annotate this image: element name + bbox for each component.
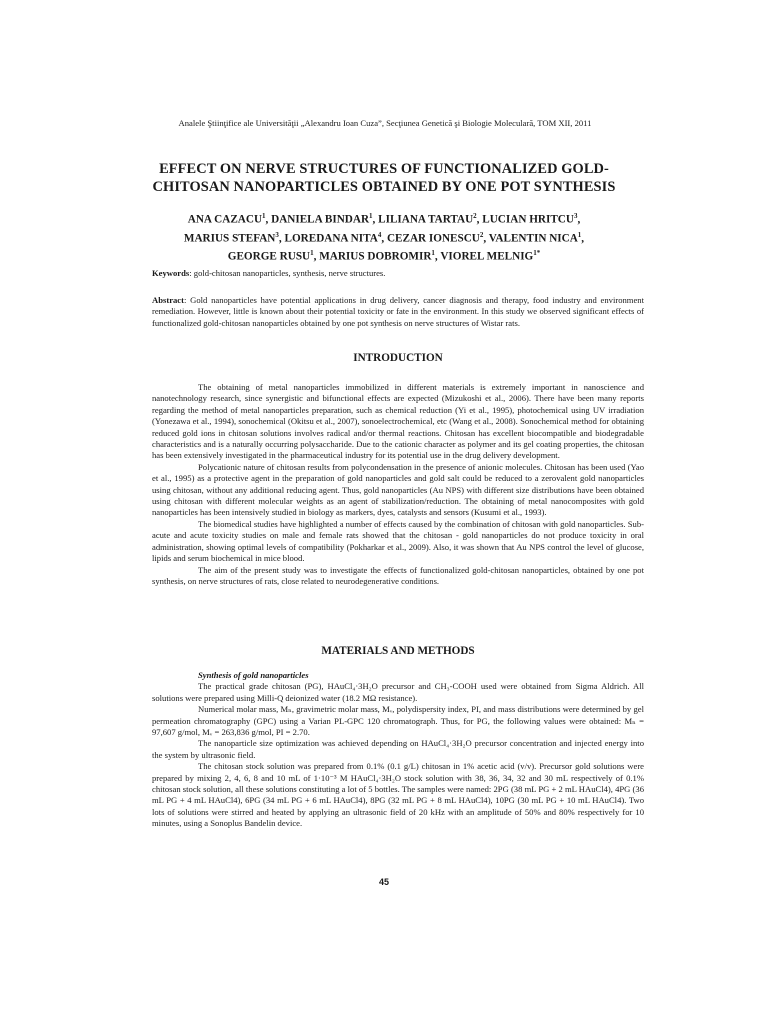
author-name: LILIANA TARTAU: [378, 213, 474, 226]
author-name: LOREDANA NITA: [284, 232, 378, 245]
author-list: [140, 209, 628, 265]
paragraph: Numerical molar mass, Mₙ, gravimetric molar mass, Mᵥ, polydispersity index, PI, and mass distributions were determined by gel permeation chromatography (GPC) using a Varian PL-GPC 120 chromatograph. Thus, for PG, the following values were obtained: Mₙ = 97,607 g/mol, Mᵥ = 263,836 g/mol, PI = 2.70.: [152, 704, 644, 738]
author-affiliation-mark: 2: [479, 230, 484, 239]
author-separator: ,: [476, 213, 483, 226]
keywords-text: : gold-chitosan nanoparticles, synthesis, nerve structures.: [189, 268, 386, 278]
introduction-body: [152, 382, 644, 587]
paragraph: The biomedical studies have highlighted a number of effects caused by the combination of chitosan with gold nanoparticles. Sub-acute and acute toxicity studies on male and female rats showed that the chitosan - gold nanoparticles do not produce toxicity in oral administration, showing optimal levels of compatibility (Pokharkar et al., 2009). Also, it was shown that Au NPS control the level of glucose, lipids and serum biochemical in mice blood.: [152, 518, 644, 564]
author-separator: ,: [434, 251, 441, 264]
paper-title: [120, 160, 648, 196]
paragraph: The chitosan stock solution was prepared from 0.1% (0.1 g/L) chitosan in 1% acetic acid (v/v). Precursor gold solutions were prepared by mixing 2, 4, 6, 8 and 10 mL of 1·10⁻³ M HAuCl₄·3H₂O stock solution with 38, 36, 34, 32 and 30 mL respectively of 0.1% chitosan stock solution, all these solutions constituting a lot of 5 bottles. The samples were named: 2PG (38 mL PG + 2 mL HAuCl4), 4PG (36 mL PG + 4 mL HAuCl4), 6PG (34 mL PG + 6 mL HAuCl4), 8PG (32 mL PG + 8 mL HAuCl4), 10PG (30 mL PG + 10 mL HAuCl4). Two lots of solutions were stirred and heated by applying an ultrasonic field of 20 kHz with an amplitude of 50% and 80% respectively for 10 minutes, using a Sonoplus Bandelin device.: [152, 761, 644, 829]
author-separator: ,: [313, 251, 320, 264]
abstract-text: : Gold nanoparticles have potential applications in drug delivery, cancer diagnosis and therapy, food industry and environment remediation. However, little is known about their potential toxicity or fate in the environment. In this study we observed significant effects of functionalized gold-chitosan nanoparticles obtained by one pot synthesis on nerve structures of Wistar rats.: [152, 295, 644, 328]
author-separator: ,: [372, 213, 379, 226]
author-affiliation-mark: 1: [369, 212, 373, 220]
author-name: MARIUS STEFAN: [183, 232, 276, 245]
author-affiliation-mark: 1: [262, 212, 266, 220]
subsection-heading: Synthesis of gold nanoparticles: [198, 670, 309, 680]
author-affiliation-mark: 4: [377, 230, 382, 239]
abstract-label: Abstract: [152, 295, 184, 305]
author-affiliation-mark: 3: [573, 212, 578, 220]
author-affiliation-mark: 3: [275, 230, 279, 239]
paragraph: The aim of the present study was to investigate the effects of functionalized gold-chitosan nanoparticles, obtained by one pot synthesis, on nerve structures of rats, close related to neurodegenerative conditions.: [152, 564, 644, 586]
abstract: [152, 295, 644, 329]
author-separator: ,: [577, 213, 581, 226]
paragraph: The nanoparticle size optimization was achieved depending on HAuCl₄·3H₂O precursor concentration and injected energy into the system by ultrasonic field.: [152, 738, 644, 760]
author-name: VALENTIN NICA: [488, 232, 578, 245]
author-name: CEZAR IONESCU: [386, 232, 480, 245]
journal-header: Analele Ştiinţifice ale Universităţii „Alexandru Ioan Cuza”, Secţiunea Genetică şi Biologie Moleculară, TOM XII, 2011: [178, 118, 592, 128]
author-separator: ,: [265, 213, 272, 226]
author-affiliation-mark: 1: [310, 249, 314, 258]
section-title-methods: MATERIALS AND METHODS: [321, 645, 475, 657]
keywords-label: Keywords: [152, 268, 190, 278]
author-affiliation-mark: 1: [577, 230, 582, 239]
author-separator: ,: [581, 232, 585, 245]
paragraph: The practical grade chitosan (PG), HAuCl₄·3H₂O precursor and CH₃-COOH used were obtained from Sigma Aldrich. All solutions were prepared using Milli-Q deionized water (18.2 MΩ resistance).: [152, 681, 644, 703]
page-number: 45: [378, 877, 389, 887]
author-name: DANIELA BINDAR: [271, 213, 370, 226]
keywords: [152, 268, 644, 279]
author-affiliation-mark: 2: [473, 212, 477, 220]
title-line: EFFECT ON NERVE STRUCTURES OF FUNCTIONALIZED GOLD-: [159, 161, 609, 177]
author-name: ANA CAZACU: [187, 213, 263, 226]
author-name: LUCIAN HRITCU: [482, 213, 574, 226]
paragraph: The obtaining of metal nanoparticles immobilized in different materials is extremely important in nanoscience and nanotechnology research, since synergistic and bifunctional effects are expected (Mizukoshi et al., 2006). There have been many reports regarding the method of metal nanoparticles preparation, such as chemical reduction (Yi et al., 1995), photochemical using UV irradiation (Yonezawa et al., 1994), sonochemical (Okitsu et al., 2007), sonoelectrochemical, etc (Wang et al., 2008). Sonochemical method for obtaining reduced gold ions in chitosan solutions involves radical and/or thermal reactions. Chitosan has excellent biocompatible and biodegradable characteristics and is a naturally occurring polysaccharide. Due to the cationic character as polymer and its gel coating properties, the chitosan has been extensively investigated in the pharmaceutical industry for its potential use in the drug delivery development.: [152, 382, 644, 461]
title-line: CHITOSAN NANOPARTICLES OBTAINED BY ONE POT SYNTHESIS: [152, 179, 616, 195]
methods-body: [152, 670, 644, 830]
author-separator: ,: [483, 232, 489, 245]
author-affiliation-mark: 1*: [533, 249, 541, 258]
author-separator: ,: [381, 232, 387, 245]
author-name: GEORGE RUSU: [227, 251, 311, 264]
paragraph: Polycationic nature of chitosan results from polycondensation in the presence of anionic molecules. Chitosan has been used (Yao et al., 1995) as a protective agent in the preparation of gold nanoparticles and gold salt could be reduced to a zerovalent gold nanoparticles using chitosan, without any additional reducing agent. Thus, gold nanoparticles (Au NPS) with different size distributions have been obtained using chitosan with different molecular weights as an agent of stabilization/reduction. The obtaining of metal nanocomposites with gold nanoparticles has been intensively studied in biology as markers, dyes, catalysts and sensors (Kusumi et al., 1993).: [152, 461, 644, 518]
author-affiliation-mark: 1: [431, 249, 435, 258]
author-name: MARIUS DOBROMIR: [319, 251, 432, 264]
author-name: VIOREL MELNIG: [440, 251, 534, 264]
author-separator: ,: [278, 232, 285, 245]
section-title-introduction: INTRODUCTION: [353, 352, 443, 364]
